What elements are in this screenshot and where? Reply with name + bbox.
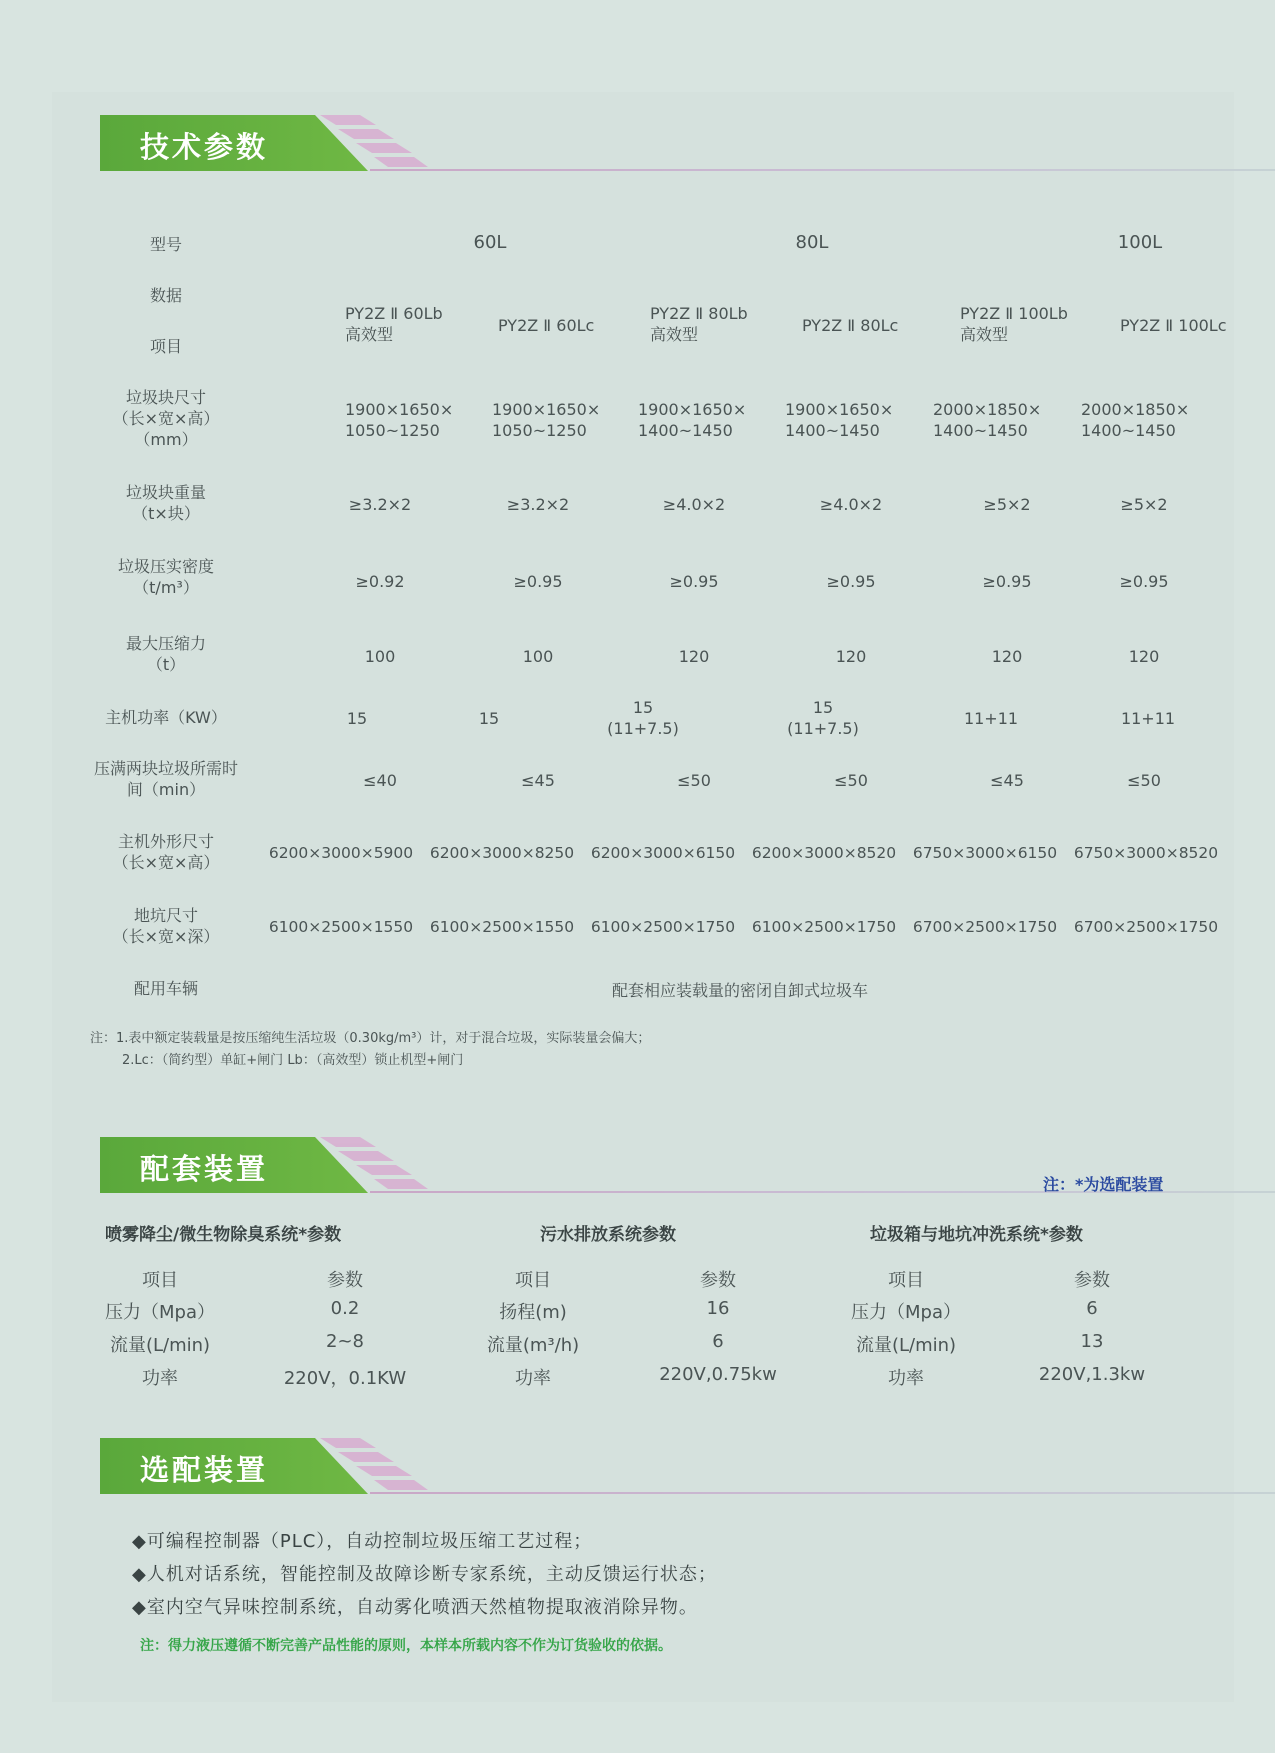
pit-size-cell: 6700×2500×1750 xyxy=(1073,918,1219,936)
block-weight-cell: ≥4.0×2 xyxy=(662,495,726,514)
time-cell: ≤50 xyxy=(677,771,711,790)
row-label-pit-size-line: （长×宽×深） xyxy=(112,927,220,946)
density-cell: ≥0.95 xyxy=(1119,572,1169,591)
section-header-tech xyxy=(100,115,1180,175)
model-name xyxy=(960,303,1068,345)
power-line: (11+7.5) xyxy=(607,719,679,738)
power-line: 11+11 xyxy=(963,709,1019,728)
row-label-density xyxy=(76,556,256,598)
pit-size-cell: 6100×2500×1550 xyxy=(268,918,414,936)
power-line: (11+7.5) xyxy=(787,719,859,738)
time-cell: ≤45 xyxy=(521,771,555,790)
power-cell xyxy=(429,708,549,729)
density-cell: ≥0.95 xyxy=(826,572,876,591)
equipment-value: 220V,1.3kw xyxy=(1038,1364,1146,1385)
block-size-cell xyxy=(1081,399,1189,441)
option-item: ◆室内空气异味控制系统，自动雾化喷洒天然植物提取液消除异物。 xyxy=(132,1597,698,1618)
row-label-pit-size xyxy=(76,905,256,947)
row-label-density-line: 垃圾压实密度 xyxy=(117,557,214,576)
equipment-header: 参数 xyxy=(700,1270,736,1291)
row-label-pit-size-line: 地坑尺寸 xyxy=(133,906,198,925)
row-label-model: 型号 xyxy=(149,235,182,254)
equipment-header: 参数 xyxy=(327,1270,363,1291)
block-weight-cell: ≥3.2×2 xyxy=(348,495,412,514)
model-name-line: PY2Z Ⅱ 80Lb xyxy=(650,304,748,323)
block-size-cell xyxy=(638,399,746,441)
time-cell: ≤50 xyxy=(1127,771,1161,790)
block-size-cell xyxy=(492,399,600,441)
model-name-line: 高效型 xyxy=(960,325,1009,344)
density-cell: ≥0.95 xyxy=(513,572,563,591)
equipment-value: 13 xyxy=(1080,1331,1104,1352)
power-line: 15 xyxy=(632,698,654,717)
power-cell xyxy=(1088,708,1208,729)
power-line: 15 xyxy=(346,709,368,728)
stripes-decoration xyxy=(320,1438,440,1494)
row-label-host-size xyxy=(76,831,256,873)
pit-size-cell: 6700×2500×1750 xyxy=(912,918,1058,936)
equipment-title: 污水排放系统参数 xyxy=(540,1225,676,1245)
row-label-max-force-line: （t） xyxy=(146,655,186,674)
row-label-density-line: （t/m³） xyxy=(133,578,199,597)
row-label-block-size-line: （mm） xyxy=(134,430,198,449)
density-cell: ≥0.95 xyxy=(669,572,719,591)
equipment-title: 垃圾箱与地坑冲洗系统*参数 xyxy=(870,1225,1083,1245)
row-label-max-force xyxy=(76,633,256,675)
footnote: 注：得力液压遵循不断完善产品性能的原则，本样本所载内容不作为订货验收的依据。 xyxy=(140,1638,672,1654)
equipment-header: 参数 xyxy=(1074,1270,1110,1291)
block-size-cell xyxy=(345,399,453,441)
max-force-cell: 120 xyxy=(835,647,867,666)
density-cell: ≥0.92 xyxy=(355,572,405,591)
model-name-line: PY2Z Ⅱ 100Lc xyxy=(1120,316,1227,335)
host-size-cell: 6750×3000×8520 xyxy=(1073,844,1219,862)
equipment-header: 项目 xyxy=(142,1270,178,1291)
equipment-value: 2~8 xyxy=(326,1331,364,1352)
option-item: ◆可编程控制器（PLC），自动控制垃圾压缩工艺过程； xyxy=(132,1531,593,1552)
power-line: 15 xyxy=(478,709,500,728)
equipment-value: 6 xyxy=(1086,1298,1098,1319)
block-size-line: 1400~1450 xyxy=(1081,421,1176,440)
stripes-decoration xyxy=(320,115,440,171)
divider-line xyxy=(370,1492,1275,1494)
block-size-line: 2000×1850× xyxy=(933,400,1042,419)
model-name xyxy=(650,303,748,345)
row-label-data: 数据 xyxy=(149,286,182,305)
row-label-vehicle: 配用车辆 xyxy=(133,979,198,998)
power-line: 15 xyxy=(812,698,834,717)
equipment-value: 0.2 xyxy=(330,1298,360,1319)
block-weight-cell: ≥3.2×2 xyxy=(506,495,570,514)
row-label-host-size-line: 主机外形尺寸 xyxy=(117,832,214,851)
power-cell xyxy=(763,697,883,739)
power-line: 11+11 xyxy=(1120,709,1176,728)
power-cell xyxy=(297,708,417,729)
row-label-power: 主机功率（KW） xyxy=(105,708,227,727)
section-header-optional xyxy=(100,1438,1180,1498)
host-size-cell: 6200×3000×8520 xyxy=(751,844,897,862)
equipment-item: 流量(L/min) xyxy=(109,1335,211,1356)
block-size-line: 1050~1250 xyxy=(345,421,440,440)
host-size-cell: 6200×3000×6150 xyxy=(590,844,736,862)
model-name-line: 高效型 xyxy=(650,325,699,344)
row-label-block-size-line: 垃圾块尺寸 xyxy=(125,388,206,407)
time-cell: ≤50 xyxy=(834,771,868,790)
block-size-line: 1400~1450 xyxy=(785,421,880,440)
model-name-line: PY2Z Ⅱ 60Lc xyxy=(498,316,595,335)
equipment-item: 压力（Mpa） xyxy=(105,1302,215,1323)
pit-size-cell: 6100×2500×1550 xyxy=(429,918,575,936)
max-force-cell: 120 xyxy=(1128,647,1160,666)
optional-note: 注：*为选配装置 xyxy=(1043,1175,1164,1194)
equipment-item: 扬程(m) xyxy=(499,1302,567,1323)
row-label-time-line: 压满两块垃圾所需时 xyxy=(93,759,238,778)
host-size-cell: 6200×3000×8250 xyxy=(429,844,575,862)
section-header-supporting xyxy=(100,1137,1180,1197)
block-size-cell xyxy=(785,399,893,441)
power-cell xyxy=(583,697,703,739)
equipment-value: 6 xyxy=(712,1331,724,1352)
density-cell: ≥0.95 xyxy=(982,572,1032,591)
time-cell: ≤40 xyxy=(363,771,397,790)
equipment-item: 功率 xyxy=(515,1368,551,1389)
equipment-value: 220V，0.1KW xyxy=(283,1368,407,1389)
block-size-line: 1900×1650× xyxy=(492,400,601,419)
block-size-line: 1050~1250 xyxy=(492,421,587,440)
row-label-item: 项目 xyxy=(149,337,182,356)
model-name xyxy=(498,315,594,336)
max-force-cell: 120 xyxy=(678,647,710,666)
stripes-decoration xyxy=(320,1137,440,1193)
row-label-host-size-line: （长×宽×高） xyxy=(112,853,220,872)
model-name-line: PY2Z Ⅱ 100Lb xyxy=(960,304,1068,323)
power-cell xyxy=(931,708,1051,729)
equipment-value: 16 xyxy=(706,1298,730,1319)
pit-size-cell: 6100×2500×1750 xyxy=(751,918,897,936)
row-label-block-size xyxy=(76,387,256,450)
section-title: 选配装置 xyxy=(140,1453,269,1487)
row-label-max-force-line: 最大压缩力 xyxy=(125,634,206,653)
time-cell: ≤45 xyxy=(990,771,1024,790)
row-label-block-size-line: （长×宽×高） xyxy=(112,409,220,428)
row-label-time-line: 间（min） xyxy=(126,780,206,799)
section-title: 配套装置 xyxy=(140,1152,269,1186)
equipment-header: 项目 xyxy=(515,1270,551,1291)
block-size-line: 2000×1850× xyxy=(1081,400,1190,419)
vehicle-cell: 配套相应装载量的密闭自卸式垃圾车 xyxy=(611,981,868,1000)
divider-line xyxy=(370,169,1275,171)
equipment-value: 220V,0.75kw xyxy=(659,1364,777,1385)
host-size-cell: 6750×3000×6150 xyxy=(912,844,1058,862)
equipment-item: 压力（Mpa） xyxy=(851,1302,961,1323)
model-group: 100L xyxy=(1117,232,1163,253)
row-label-block-weight-line: （t×块） xyxy=(132,504,200,523)
table-note-2: 2.Lc：（简约型）单缸+闸门 Lb：（高效型）锁止机型+闸门 xyxy=(122,1053,464,1068)
block-size-line: 1400~1450 xyxy=(638,421,733,440)
block-size-cell xyxy=(933,399,1041,441)
max-force-cell: 100 xyxy=(522,647,554,666)
equipment-item: 流量(m³/h) xyxy=(486,1335,580,1356)
section-title: 技术参数 xyxy=(140,130,269,164)
equipment-header: 项目 xyxy=(888,1270,924,1291)
block-size-line: 1900×1650× xyxy=(345,400,454,419)
table-note-1: 注：1.表中额定装载量是按压缩纯生活垃圾（0.30kg/m³）计，对于混合垃圾，实际装量会偏大； xyxy=(90,1031,651,1046)
model-name-line: PY2Z Ⅱ 80Lc xyxy=(802,316,899,335)
equipment-item: 功率 xyxy=(142,1368,178,1389)
block-size-line: 1900×1650× xyxy=(785,400,894,419)
model-group: 80L xyxy=(795,232,829,253)
row-label-block-weight-line: 垃圾块重量 xyxy=(125,483,206,502)
block-weight-cell: ≥5×2 xyxy=(1120,495,1168,514)
block-size-line: 1900×1650× xyxy=(638,400,747,419)
equipment-item: 流量(L/min) xyxy=(855,1335,957,1356)
equipment-title: 喷雾降尘/微生物除臭系统*参数 xyxy=(105,1225,342,1245)
block-weight-cell: ≥5×2 xyxy=(983,495,1031,514)
option-item: ◆人机对话系统，智能控制及故障诊断专家系统，主动反馈运行状态； xyxy=(132,1564,717,1585)
model-name xyxy=(345,303,443,345)
max-force-cell: 120 xyxy=(991,647,1023,666)
model-name-line: 高效型 xyxy=(345,325,394,344)
pit-size-cell: 6100×2500×1750 xyxy=(590,918,736,936)
equipment-item: 功率 xyxy=(888,1368,924,1389)
row-label-block-weight xyxy=(76,482,256,524)
block-weight-cell: ≥4.0×2 xyxy=(819,495,883,514)
model-name-line: PY2Z Ⅱ 60Lb xyxy=(345,304,443,323)
row-label-time xyxy=(76,758,256,800)
model-group: 60L xyxy=(473,232,507,253)
host-size-cell: 6200×3000×5900 xyxy=(268,844,414,862)
model-name xyxy=(802,315,898,336)
model-name xyxy=(1120,315,1227,336)
max-force-cell: 100 xyxy=(364,647,396,666)
block-size-line: 1400~1450 xyxy=(933,421,1028,440)
